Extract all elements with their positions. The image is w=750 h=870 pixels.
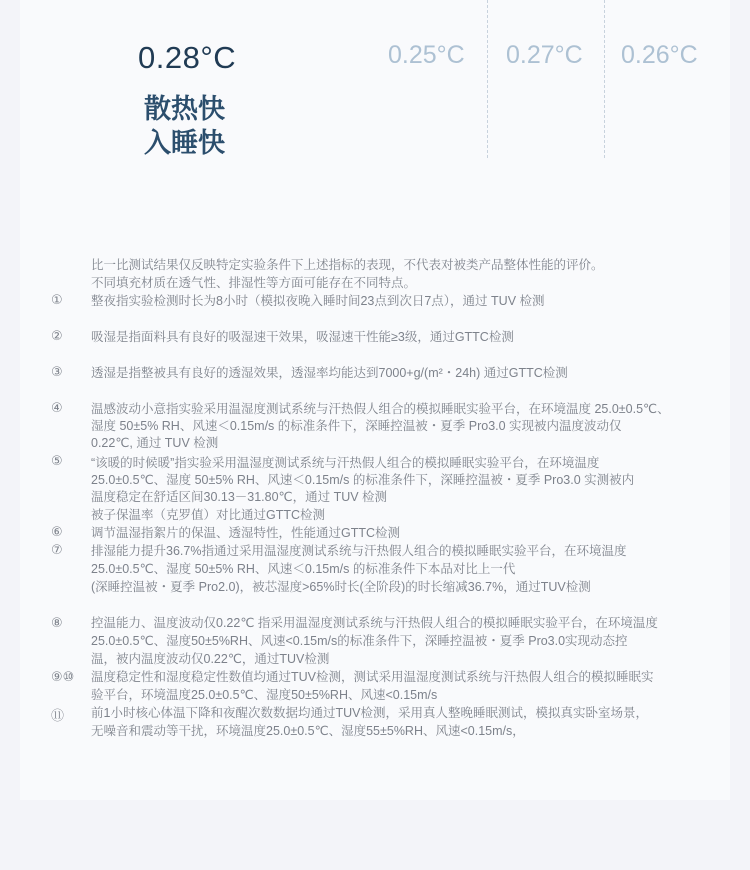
footnote-number: ⑨⑩: [51, 669, 75, 684]
footnote-number: ①: [51, 292, 63, 307]
footnote-text: 整夜指实验检测时长为8小时（模拟夜晚入睡时间23点到次日7点），通过 TUV 检测: [91, 294, 545, 308]
footnote-text: 吸湿是指面料具有良好的吸湿速干效果，吸湿速干性能≥3级，通过GTTC检测: [91, 330, 514, 344]
column-divider: [487, 0, 488, 158]
footnote-text: 验平台，环境温度25.0±0.5℃、湿度50±5%RH、风速<0.15m/s: [91, 688, 438, 702]
comparison-temperature-3: 0.26°C: [621, 41, 698, 69]
footnote-text: 温度稳定在舒适区间30.13－31.80℃，通过 TUV 检测: [91, 490, 388, 504]
footnote-text: 前1小时核心体温下降和夜醒次数数据均通过TUV检测，采用真人整晚睡眠测试，模拟真实卧室场景，: [91, 706, 648, 720]
footnote-text: 25.0±0.5℃、湿度50±5%RH、风速<0.15m/s的标准条件下，深睡控温被・夏季 Pro3.0实现动态控: [91, 634, 628, 648]
comparison-temperature-1: 0.25°C: [388, 41, 465, 69]
disclaimer-line: 不同填充材质在透气性、排湿性等方面可能存在不同特点。: [91, 276, 417, 290]
footnote-number: ③: [51, 364, 63, 379]
footnote-text: 被子保温率（克罗值）对比通过GTTC检测: [91, 508, 326, 522]
footnote-text: 25.0±0.5℃、湿度 50±5% RH、风速＜0.15m/s 的标准条件下，深睡控温被・夏季 Pro3.0 实测被内: [91, 473, 635, 487]
footnote-text: “该暖的时候暖”指实验采用温湿度测试系统与汗热假人组合的模拟睡眠实验平台，在环境温度: [91, 456, 600, 470]
temperature-comparison: [0, 0, 750, 160]
footnote-number: ⑥: [51, 524, 63, 539]
footnote-number: ⑤: [51, 453, 63, 468]
footnote-text: 25.0±0.5℃、湿度 50±5% RH、风速＜0.15m/s 的标准条件下本品对比上一代: [91, 562, 516, 576]
footnote-text: 控温能力、温度波动仅0.22℃ 指采用温湿度测试系统与汗热假人组合的模拟睡眠实验平台，在环境温度: [91, 616, 658, 630]
footnote-text: 温，被内温度波动仅0.22℃，通过TUV检测: [91, 652, 330, 666]
footnote-number: ⑦: [51, 542, 63, 557]
footnote-number: ④: [51, 400, 63, 415]
footnote-text: 温度稳定性和湿度稳定性数值均通过TUV检测，测试采用温湿度测试系统与汗热假人组合的模拟睡眠实: [91, 670, 654, 684]
footnote-text: 无噪音和震动等干扰，环境温度25.0±0.5℃、湿度55±5%RH、风速<0.15m/s，: [91, 724, 525, 738]
footnote-text: 排湿能力提升36.7%指通过采用温湿度测试系统与汗热假人组合的模拟睡眠实验平台，在环境温度: [91, 544, 627, 558]
footnote-text: 湿度 50±5% RH、风速＜0.15m/s 的标准条件下，深睡控温被・夏季 Pro3.0 实现被内温度波动仅: [91, 419, 622, 433]
comparison-temperature-2: 0.27°C: [506, 41, 583, 69]
main-temperature-value: 0.28°C: [138, 40, 237, 75]
main-tagline-2: 入睡快: [144, 128, 225, 158]
footnote-text: 调节温湿指絮片的保温、透湿特性，性能通过GTTC检测: [91, 526, 401, 540]
footnote-text: 透湿是指整被具有良好的透湿效果，透湿率均能达到7000+g/(m²・24h) 通过GTTC检测: [91, 366, 568, 380]
main-tagline-1: 散热快: [144, 94, 225, 124]
disclaimer-line: 比一比测试结果仅反映特定实验条件下上述指标的表现，不代表对被类产品整体性能的评价。: [91, 258, 604, 272]
footnote-number: ⑪: [51, 708, 65, 723]
footnote-text: 温感波动小意指实验采用温湿度测试系统与汗热假人组合的模拟睡眠实验平台，在环境温度 25.0±0.5℃、: [91, 402, 670, 416]
footnote-number: ②: [51, 328, 63, 343]
footnote-text: 0.22℃, 通过 TUV 检测: [91, 436, 219, 450]
footnote-number: ⑧: [51, 615, 63, 630]
footnote-text: (深睡控温被・夏季 Pro2.0)，被芯湿度>65%时长(全阶段)的时长缩减36.7%，通过TUV检测: [91, 580, 591, 594]
column-divider: [604, 0, 605, 158]
